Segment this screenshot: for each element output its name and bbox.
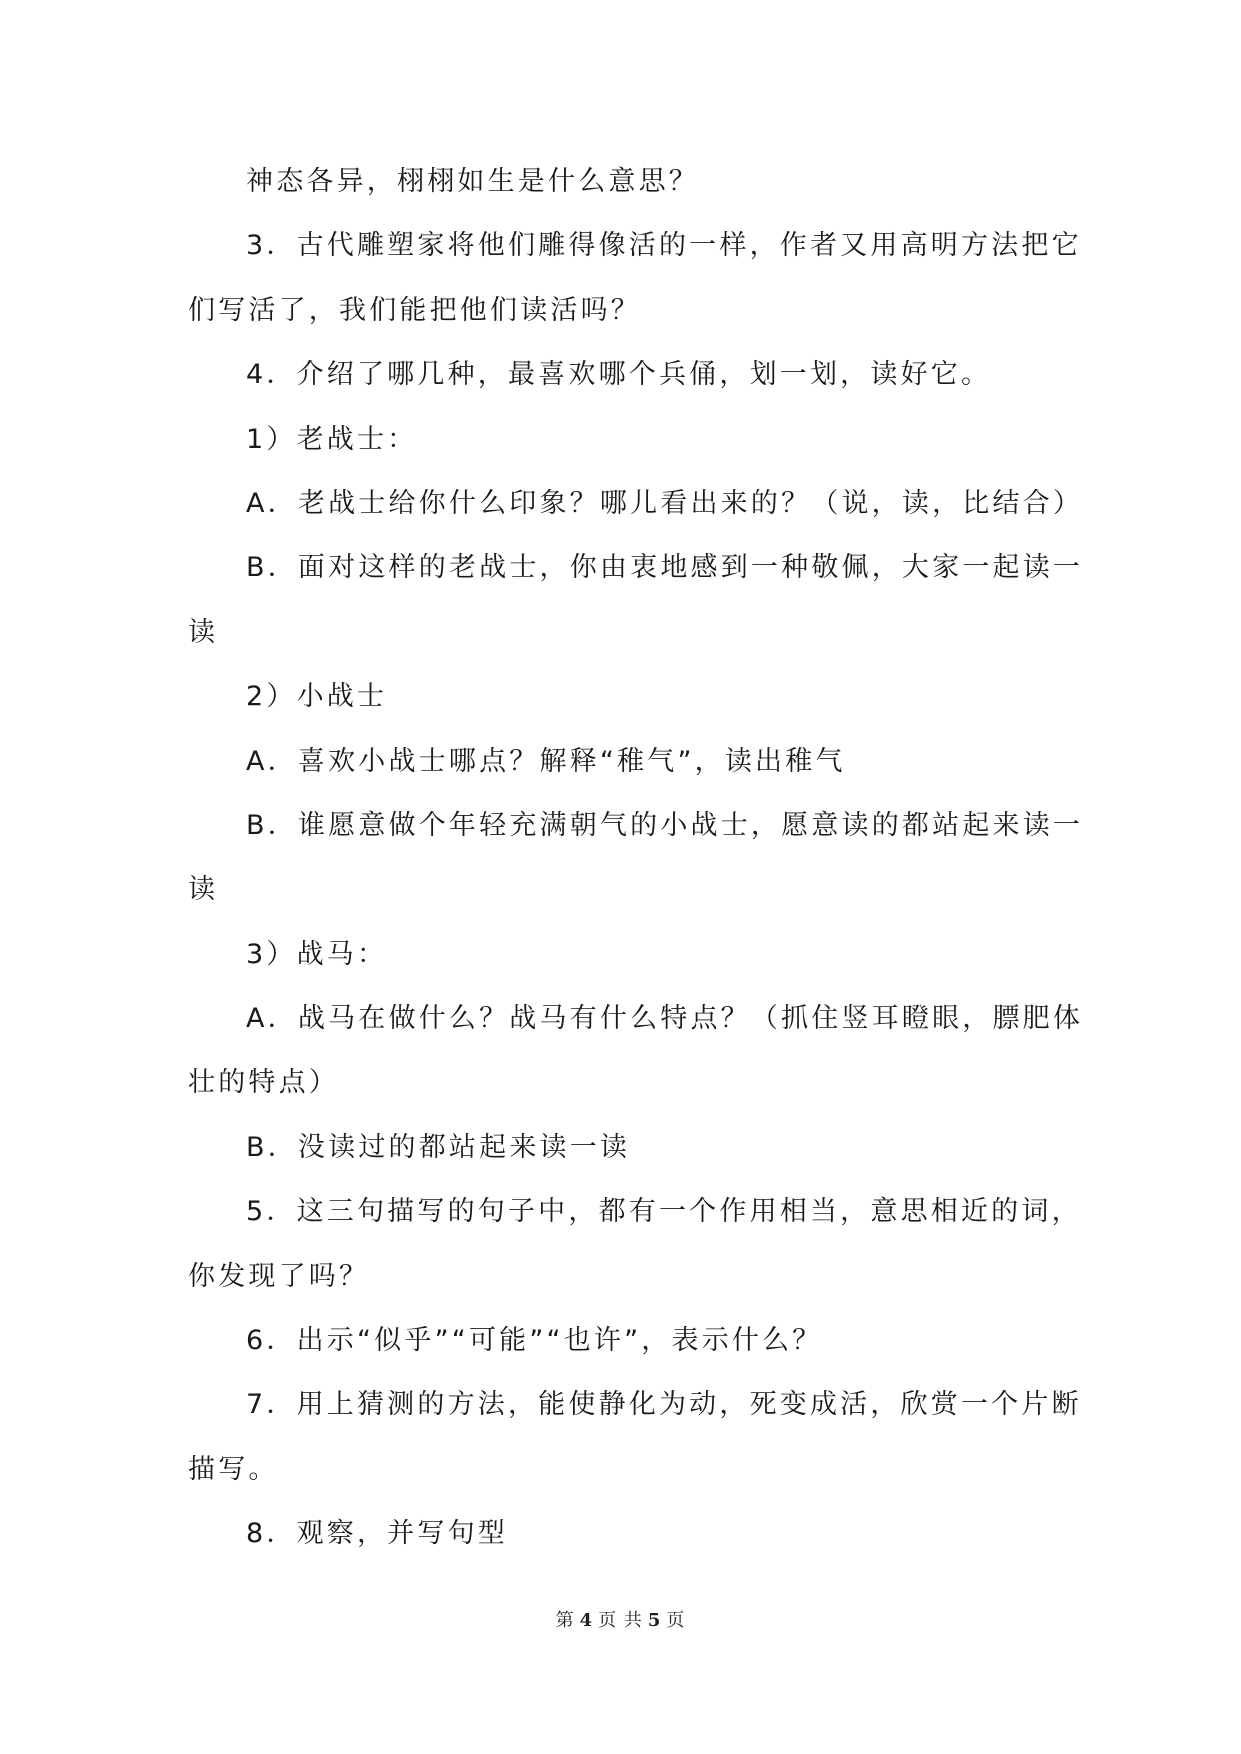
text-line: 4．介绍了哪几种，最喜欢哪个兵俑，划一划，读好它。: [246, 359, 992, 391]
text-line: A．喜欢小战士哪点？解释“稚气”，读出稚气: [246, 745, 846, 777]
document-body: [188, 150, 1084, 1567]
footer-current-page: 4: [579, 1610, 594, 1631]
text-line: 7．用上猜测的方法，能使静化为动，死变成活，欣赏一个片断: [246, 1389, 1082, 1421]
footer-middle: 页 共: [598, 1610, 643, 1631]
text-line: A．老战士给你什么印象？哪儿看出来的？（说，读，比结合）: [246, 487, 1084, 519]
text-line: 们写活了，我们能把他们读活吗？: [188, 294, 641, 326]
footer-suffix: 页: [666, 1610, 686, 1631]
text-line: B．谁愿意做个年轻充满朝气的小战士，愿意读的都站起来读一: [246, 809, 1084, 841]
footer-prefix: 第: [555, 1610, 575, 1631]
text-line: 读: [188, 616, 219, 648]
text-line: 描写。: [188, 1453, 279, 1485]
text-line: 2）小战士: [246, 681, 388, 713]
text-line: 1）老战士：: [246, 423, 418, 455]
text-line: 5．这三句描写的句子中，都有一个作用相当，意思相近的词，: [246, 1196, 1082, 1228]
text-line: B．没读过的都站起来读一读: [246, 1131, 631, 1163]
text-line: 壮的特点）: [188, 1067, 339, 1099]
page-footer: [0, 1606, 1241, 1632]
text-line: 6．出示“似乎”“可能”“也许”，表示什么？: [246, 1325, 823, 1357]
text-line: A．战马在做什么？战马有什么特点？（抓住竖耳瞪眼，膘肥体: [246, 1003, 1084, 1035]
text-line: 8．观察，并写句型: [246, 1518, 508, 1550]
text-line: 3）战马：: [246, 938, 388, 970]
text-line: 3．古代雕塑家将他们雕得像活的一样，作者又用高明方法把它: [246, 230, 1082, 262]
text-line: B．面对这样的老战士，你由衷地感到一种敬佩，大家一起读一: [246, 552, 1084, 584]
text-line: 神态各异，栩栩如生是什么意思？: [246, 166, 699, 197]
footer-total-pages: 5: [647, 1610, 662, 1631]
text-line: 读: [188, 874, 219, 906]
text-line: 你发现了吗？: [188, 1260, 370, 1292]
